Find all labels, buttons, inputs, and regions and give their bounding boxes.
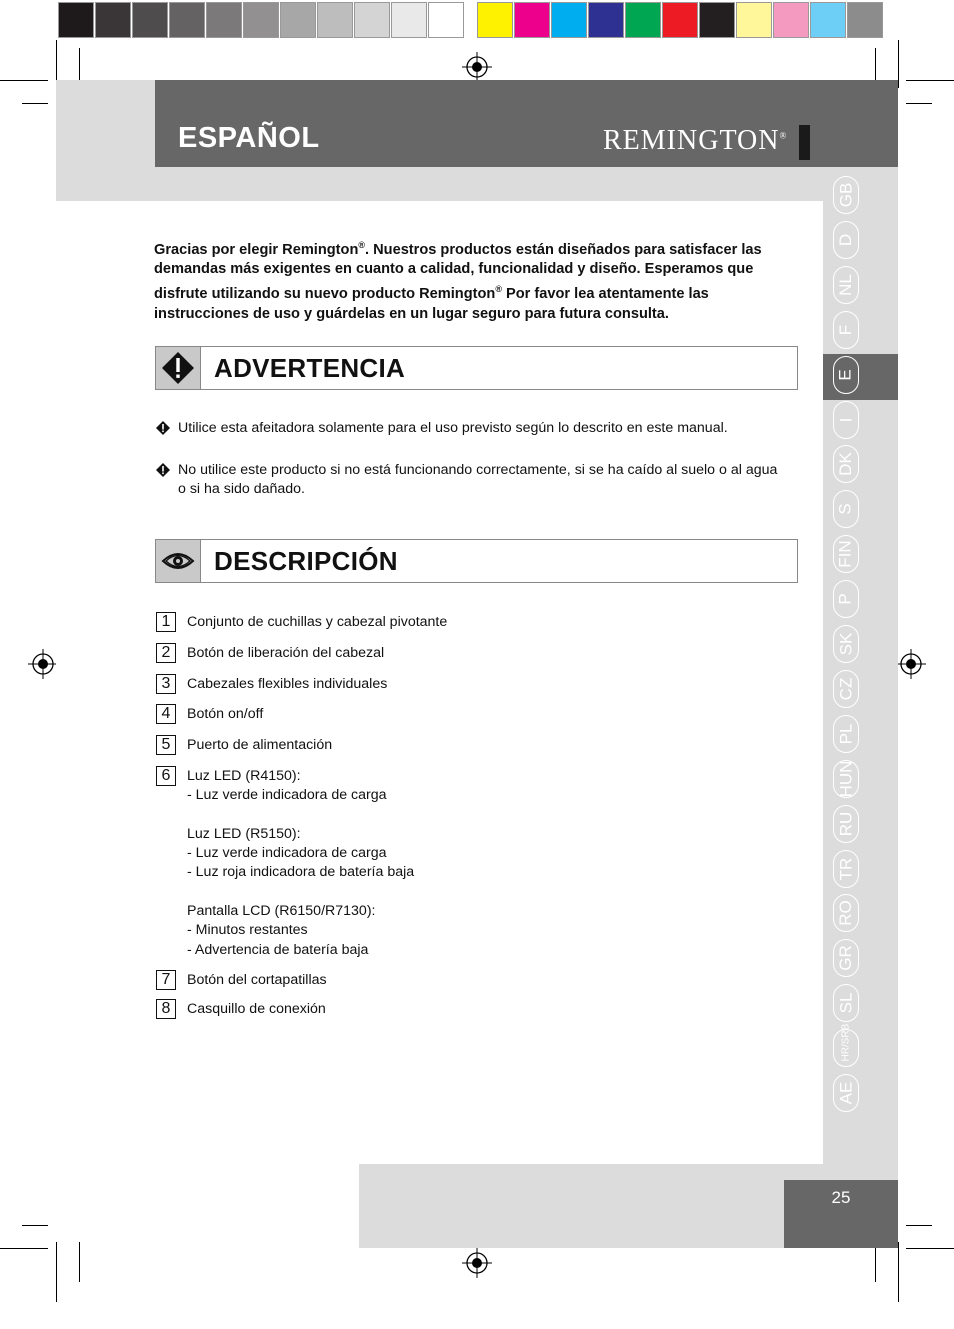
color-swatch bbox=[58, 2, 94, 38]
language-tab-label: P bbox=[836, 593, 855, 605]
color-calibration-bar bbox=[58, 2, 884, 38]
registration-mark-icon bbox=[28, 649, 58, 679]
color-swatch bbox=[588, 2, 624, 38]
item-text: Botón on/off bbox=[187, 706, 264, 722]
crop-mark bbox=[79, 1242, 80, 1282]
language-tab-label: E bbox=[836, 368, 855, 381]
crop-mark bbox=[0, 80, 48, 81]
intro-text: Por favor lea atentamente las instrucciones de uso y guárdelas en un lugar seguro para futura consulta. bbox=[154, 285, 709, 322]
color-swatch bbox=[206, 2, 242, 38]
item-text: Casquillo de conexión bbox=[187, 1001, 326, 1017]
language-tab-ae[interactable] bbox=[833, 1074, 859, 1112]
language-tab-label: HR/SRB bbox=[840, 1023, 852, 1062]
color-swatch bbox=[736, 2, 772, 38]
brand-bar bbox=[799, 125, 810, 160]
language-tab-cz[interactable] bbox=[833, 670, 859, 708]
language-tab-tr[interactable] bbox=[833, 850, 859, 888]
registered-mark: ® bbox=[495, 284, 502, 295]
language-tab-f[interactable] bbox=[833, 311, 859, 349]
language-tab-label: FIN bbox=[836, 540, 856, 568]
color-swatch bbox=[428, 2, 464, 38]
item-number: 2 bbox=[156, 643, 176, 663]
crop-mark bbox=[875, 1242, 876, 1282]
crop-mark bbox=[906, 80, 954, 81]
intro-text: Gracias por elegir Remington bbox=[154, 241, 359, 258]
language-tab-label: D bbox=[836, 233, 855, 247]
language-tab-ro[interactable] bbox=[833, 894, 859, 932]
language-tab-sl[interactable] bbox=[833, 984, 859, 1022]
warning-item bbox=[156, 419, 786, 438]
color-swatch bbox=[391, 2, 427, 38]
language-tab-label: NL bbox=[835, 273, 855, 296]
item-text: Cabezales flexibles individuales bbox=[187, 676, 388, 692]
color-swatch bbox=[132, 2, 168, 38]
brand-trademark: ® bbox=[779, 130, 788, 141]
language-tab-label: HUN bbox=[836, 760, 855, 798]
registration-mark-icon bbox=[896, 649, 926, 679]
language-tab-label: GR bbox=[836, 945, 855, 972]
crop-mark bbox=[22, 103, 48, 104]
page-number: 25 bbox=[831, 1188, 851, 1207]
language-tab-label: AE bbox=[836, 1081, 855, 1105]
language-tab-label: F bbox=[835, 324, 855, 335]
item-number: 5 bbox=[156, 735, 176, 755]
eye-icon bbox=[156, 540, 201, 582]
language-tab-dk[interactable] bbox=[833, 445, 859, 483]
item-text: Puerto de alimentación bbox=[187, 737, 333, 753]
language-tab-gr[interactable] bbox=[833, 939, 859, 977]
description-section-header bbox=[155, 539, 798, 583]
language-tab-label: PL bbox=[835, 723, 855, 745]
language-tab-hr-srb[interactable] bbox=[833, 1023, 859, 1067]
registration-mark-icon bbox=[462, 1248, 492, 1278]
diamond-bullet-icon bbox=[156, 463, 170, 477]
language-tab-label: GB bbox=[836, 182, 855, 208]
warning-item bbox=[156, 461, 786, 500]
language-tab-fin[interactable] bbox=[833, 535, 859, 573]
language-tab-pl[interactable] bbox=[833, 715, 859, 753]
crop-mark bbox=[56, 1242, 57, 1302]
item-text: Conjunto de cuchillas y cabezal pivotante bbox=[187, 614, 448, 630]
language-tab-nl[interactable] bbox=[833, 266, 859, 304]
item-text: Luz LED (R4150): - Luz verde indicadora de carga Luz LED (R5150): - Luz verde indicadora de carga - Luz roja indicadora de batería baja Pantalla LCD (R6150/R7130): - Minutos restantes - Advertencia de batería baja bbox=[187, 768, 415, 958]
color-swatch bbox=[847, 2, 883, 38]
warning-text: Utilice esta afeitadora solamente para el uso previsto según lo descrito en este manual. bbox=[178, 420, 728, 436]
language-tab-label: CZ bbox=[835, 677, 855, 701]
color-swatch bbox=[810, 2, 846, 38]
color-swatch bbox=[243, 2, 279, 38]
diamond-bullet-icon bbox=[156, 421, 170, 435]
crop-mark bbox=[906, 1248, 954, 1249]
language-tab-p[interactable] bbox=[833, 580, 859, 618]
item-number: 1 bbox=[156, 612, 176, 632]
color-swatch bbox=[514, 2, 550, 38]
language-tab-sk[interactable] bbox=[833, 625, 859, 663]
language-tab-label: TR bbox=[835, 857, 855, 880]
item-number: 8 bbox=[156, 999, 176, 1019]
brand-name: REMINGTON bbox=[603, 125, 780, 156]
exclamation-icon bbox=[156, 347, 201, 389]
description-title: DESCRIPCIÓN bbox=[214, 546, 398, 576]
warning-text: No utilice este producto si no está funcionando correctamente, si se ha caído al suelo o al agua o si ha sido dañado. bbox=[178, 462, 778, 498]
language-tab-label: DK bbox=[836, 452, 855, 477]
language-tab-s[interactable] bbox=[833, 490, 859, 528]
color-swatch bbox=[317, 2, 353, 38]
color-swatch bbox=[773, 2, 809, 38]
crop-mark bbox=[22, 1225, 48, 1226]
page-title: ESPAÑOL bbox=[178, 122, 320, 154]
item-text: Botón del cortapatillas bbox=[187, 972, 327, 988]
brand-logo bbox=[603, 125, 787, 157]
crop-mark bbox=[898, 40, 899, 88]
color-swatch bbox=[169, 2, 205, 38]
language-tab-label: SL bbox=[835, 992, 855, 1014]
language-tab-label: SK bbox=[836, 632, 855, 656]
color-swatch bbox=[551, 2, 587, 38]
language-tab-label: RU bbox=[836, 811, 855, 836]
crop-mark bbox=[898, 1242, 899, 1302]
color-swatch bbox=[280, 2, 316, 38]
crop-mark bbox=[906, 103, 932, 104]
language-tab-label: I bbox=[835, 417, 855, 422]
warning-title: ADVERTENCIA bbox=[214, 353, 406, 383]
color-swatch bbox=[662, 2, 698, 38]
item-number: 7 bbox=[156, 970, 176, 990]
language-tab-d[interactable] bbox=[833, 221, 859, 259]
language-tab-label: RO bbox=[836, 900, 855, 927]
language-tab-ru[interactable] bbox=[833, 805, 859, 843]
crop-mark bbox=[0, 1248, 48, 1249]
crop-mark bbox=[906, 1225, 932, 1226]
registration-mark-icon bbox=[462, 52, 492, 82]
item-number: 4 bbox=[156, 704, 176, 724]
language-tab-e[interactable] bbox=[833, 356, 859, 394]
color-swatch bbox=[95, 2, 131, 38]
item-text: Botón de liberación del cabezal bbox=[187, 645, 385, 661]
color-swatch bbox=[625, 2, 661, 38]
color-swatch bbox=[354, 2, 390, 38]
color-swatch bbox=[699, 2, 735, 38]
registered-mark: ® bbox=[358, 240, 366, 250]
warning-section-header bbox=[155, 346, 798, 390]
intro-text: . Nuestros productos están diseñados para satisfacer las demandas más exigentes en cuanto a calidad, funcionalidad y diseño. Esperamos que disfrute utilizando su nuevo producto Remington bbox=[154, 241, 762, 302]
intro-paragraph bbox=[154, 236, 802, 324]
language-tab-hun[interactable] bbox=[833, 760, 859, 798]
language-tab-i[interactable] bbox=[833, 401, 859, 439]
item-number: 6 bbox=[156, 766, 176, 786]
language-tab-label: S bbox=[836, 503, 855, 515]
item-number: 3 bbox=[156, 674, 176, 694]
language-tab-gb[interactable] bbox=[833, 176, 859, 214]
color-swatch bbox=[477, 2, 513, 38]
